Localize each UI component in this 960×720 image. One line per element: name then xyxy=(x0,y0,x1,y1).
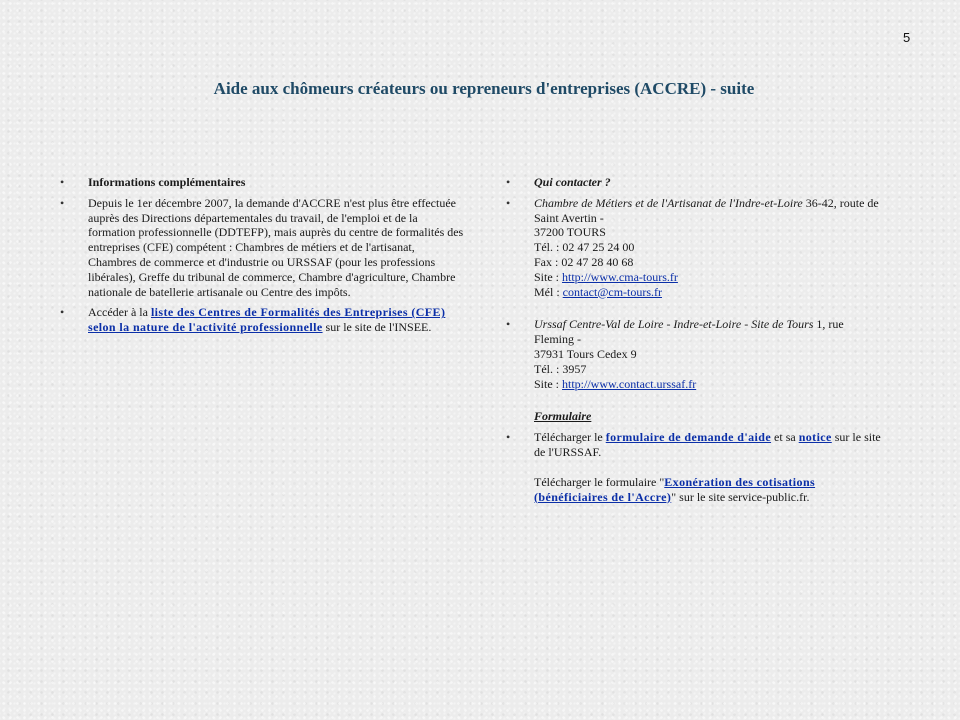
urssaf-contact-item xyxy=(506,317,886,391)
list-item xyxy=(60,196,465,300)
download-prefix: Télécharger le xyxy=(534,430,606,445)
list-item xyxy=(60,305,465,335)
cma-fax: Fax : 02 47 28 40 68 xyxy=(534,254,634,269)
download-item xyxy=(506,430,886,504)
list-item xyxy=(506,175,886,190)
urssaf-name: Urssaf Centre-Val de Loire - Indre-et-Loire - Site de Tours xyxy=(534,317,814,332)
page-title: Aide aux chômeurs créateurs ou repreneurs d'entreprises (ACCRE) - suite xyxy=(213,79,755,98)
urssaf-site-label: Site : xyxy=(534,376,563,391)
cma-mail-label: Mél : xyxy=(534,284,563,299)
cma-name: Chambre de Métiers et de l'Artisanat de l'Indre-et-Loire xyxy=(534,195,803,210)
cma-contact-item xyxy=(506,196,886,300)
cma-site-line xyxy=(534,270,886,285)
bullet-icon: • xyxy=(506,175,511,189)
cma-site-label: Site : xyxy=(534,269,563,284)
access-suffix: sur le site de l'INSEE. xyxy=(322,320,432,335)
aid-form-link[interactable]: formulaire de demande d'aide xyxy=(605,430,772,445)
cma-city: 37200 TOURS xyxy=(534,225,606,240)
cfe-list-link[interactable]: liste des Centres de Formalités des Entreprises (CFE) selon la nature de l'activité professionnelle xyxy=(88,305,446,335)
urssaf-tel: Tél. : 3957 xyxy=(534,361,587,376)
download-mid: et sa xyxy=(771,430,799,445)
cma-address: 36-42, route de Saint Avertin - xyxy=(534,195,879,225)
urssaf-city: 37931 Tours Cedex 9 xyxy=(534,346,637,361)
info-heading: Informations complémentaires xyxy=(88,175,246,189)
download-suffix: sur le site de l'URSSAF. xyxy=(534,430,881,459)
urssaf-site-line xyxy=(534,377,886,392)
bullet-icon: • xyxy=(60,305,65,320)
download2-suffix: " sur le site service-public.fr. xyxy=(671,489,810,504)
bullet-icon: • xyxy=(506,317,511,332)
notice-link[interactable]: notice xyxy=(798,430,832,445)
exoneration-form-link[interactable]: Exonération des cotisations (bénéficiaires de l'Accre) xyxy=(534,474,816,504)
bullet-icon: • xyxy=(60,195,65,210)
list-item xyxy=(60,175,465,190)
cma-tel: Tél. : 02 47 25 24 00 xyxy=(534,240,635,255)
cma-mail-link[interactable]: contact@cm-tours.fr xyxy=(562,284,663,299)
form-heading: Formulaire xyxy=(534,409,592,424)
bullet-icon: • xyxy=(506,430,511,445)
urssaf-site-link[interactable]: http://www.contact.urssaf.fr xyxy=(562,376,697,391)
cfe-paragraph: Depuis le 1er décembre 2007, la demande d'ACCRE n'est plus être effectuée auprès des Directions départementales du travail, de l'emploi et de la formation professionnelle (DDTEFP), mais auprès du centre de formalités des entreprises (CFE) compétent : Chambres de métiers et de l'artisanat, Chambres de commerce et d'industrie ou URSSAF (pour les professions libérales), Greffe du tribunal de commerce, Chambre d'agriculture, Chambre nationale de batellerie artisanale ou Centre des impôts. xyxy=(88,195,464,299)
cma-mail-line xyxy=(534,285,886,300)
bullet-icon: • xyxy=(506,195,511,210)
left-column xyxy=(60,175,465,341)
page-number: 5 xyxy=(903,30,911,45)
cma-site-link[interactable]: http://www.cma-tours.fr xyxy=(562,269,678,284)
access-prefix: Accéder à la xyxy=(88,305,151,320)
right-column xyxy=(506,175,886,510)
bullet-icon: • xyxy=(60,175,65,189)
urssaf-address: 1, rue Fleming - xyxy=(534,317,844,347)
contact-heading: Qui contacter ? xyxy=(534,175,611,189)
download2-prefix: Télécharger le formulaire " xyxy=(534,474,665,489)
